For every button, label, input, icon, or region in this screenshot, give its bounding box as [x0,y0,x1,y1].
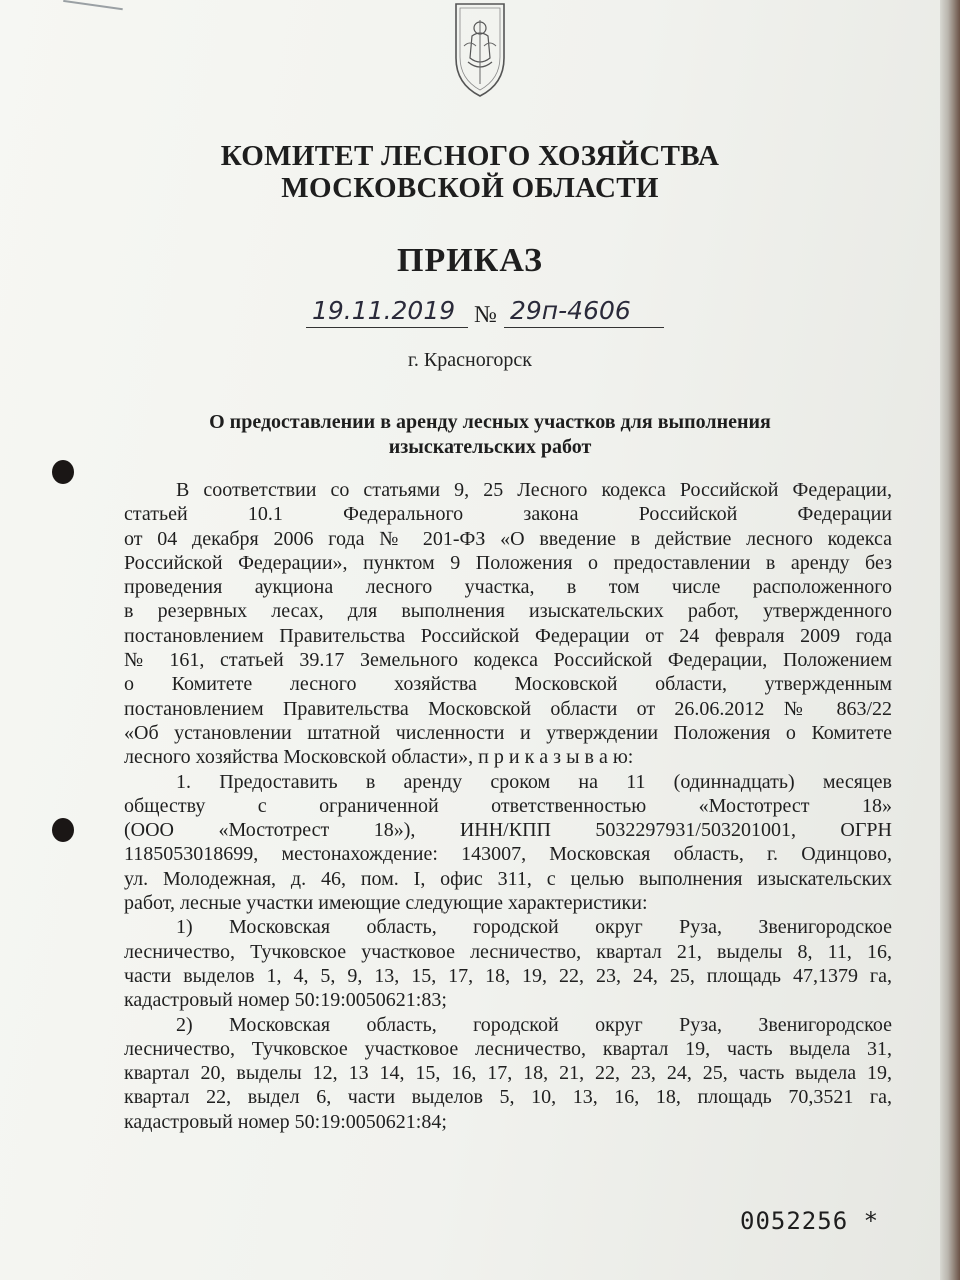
body-line: кадастровый номер 50:19:0050621:83; [124,989,447,1012]
punch-hole-top [52,460,74,484]
body-line: 2) Московская область, городской округ Руза, Звенигородское [176,1013,892,1036]
body-line: проведения аукциона лесного участка, в том числе расположенного [124,576,892,599]
body-line: лесничество, Тучковское участковое лесничество, квартал 19, часть выдела 31, [124,1037,892,1060]
body-line: в резервных лесах, для выполнения изыскательских работ, утвержденного [124,600,892,623]
page-edge-shadow [940,0,960,1280]
organization-name-line-2: МОСКОВСКОЙ ОБЛАСТИ [281,172,659,204]
body-line: квартал 20, выделы 12, 13 14, 15, 16, 17, 18, 21, 22, 23, 24, 25, часть выдела 19, [124,1062,892,1085]
order-subject [140,410,840,460]
body-line: кадастровый номер 50:19:0050621:84; [124,1110,447,1133]
body-line: о Комитете лесного хозяйства Московской области, утвержденным [124,673,892,696]
body-line: В соответствии со статьями 9, 25 Лесного кодекса Российской Федерации, [176,479,892,501]
body-line: постановлением Правительства Московской области от 26.06.2012 № 863/22 [124,697,892,720]
body-line: части выделов 1, 4, 5, 9, 13, 15, 17, 18, 19, 22, 23, 24, 25, площадь 47,1379 га, [124,964,892,987]
body-line: квартал 22, выдел 6, части выделов 5, 10, 13, 16, 18, площадь 70,3521 га, [124,1086,892,1109]
body-line: № 161, статьей 39.17 Земельного кодекса Российской Федерации, Положением [124,649,892,672]
city: г. Красногорск [407,349,533,371]
body-line: обществу с ограниченной ответственностью «Мостотрест 18» [124,794,892,817]
body-line: 1. Предоставить в аренду сроком на 11 (одиннадцать) месяцев [176,770,892,793]
body-line: 1) Московская область, городской округ Руза, Звенигородское [176,916,892,939]
order-body-text [124,478,892,1134]
document-serial-number: 0052256 * [740,1207,880,1235]
organization-name-line-1: КОМИТЕТ ЛЕСНОГО ХОЗЯЙСТВА [220,140,720,172]
body-line: лесного хозяйства Московской области», п р и к а з ы в а ю: [124,746,634,769]
subject-line-2: изыскательских работ [388,436,592,458]
order-date-handwritten: 19.11.2019 [312,296,456,325]
body-line: от 04 декабря 2006 года № 201-ФЗ «О введение в действие лесного кодекса [124,527,892,550]
subject-line-1: О предоставлении в аренду лесных участков для выполнения [209,411,771,433]
body-line: Российской Федерации», пунктом 9 Положения о предоставлении в аренду без [124,551,892,574]
body-line: «Об установлении штатной численности и утверждении Положения о Комитете [124,721,892,744]
body-line: постановлением Правительства Российской Федерации от 24 февраля 2009 года [124,624,892,647]
document-title: ПРИКАЗ [397,242,543,279]
body-line: 1185053018699, местонахождение: 143007, Московская область, г. Одинцово, [124,843,892,866]
body-line: работ, лесные участки имеющие следующие характеристики: [124,892,648,915]
body-line: статьей 10.1 Федерального закона Российской Федерации [124,503,892,526]
coat-of-arms-emblem [450,0,510,100]
body-line: лесничество, Тучковское участковое лесничество, квартал 21, выделы 8, 11, 16, [124,940,892,963]
body-line: ул. Молодежная, д. 46, пом. I, офис 311, с целью выполнения изыскательских [124,867,892,890]
body-line: (ООО «Мостотрест 18»), ИНН/КПП 5032297931/503201001, ОГРН [124,819,892,842]
order-number-handwritten: 29п-4606 [510,296,631,325]
number-sign: № [474,302,497,328]
number-underline [504,327,664,328]
punch-hole-bottom [52,818,74,842]
date-underline [306,327,468,328]
